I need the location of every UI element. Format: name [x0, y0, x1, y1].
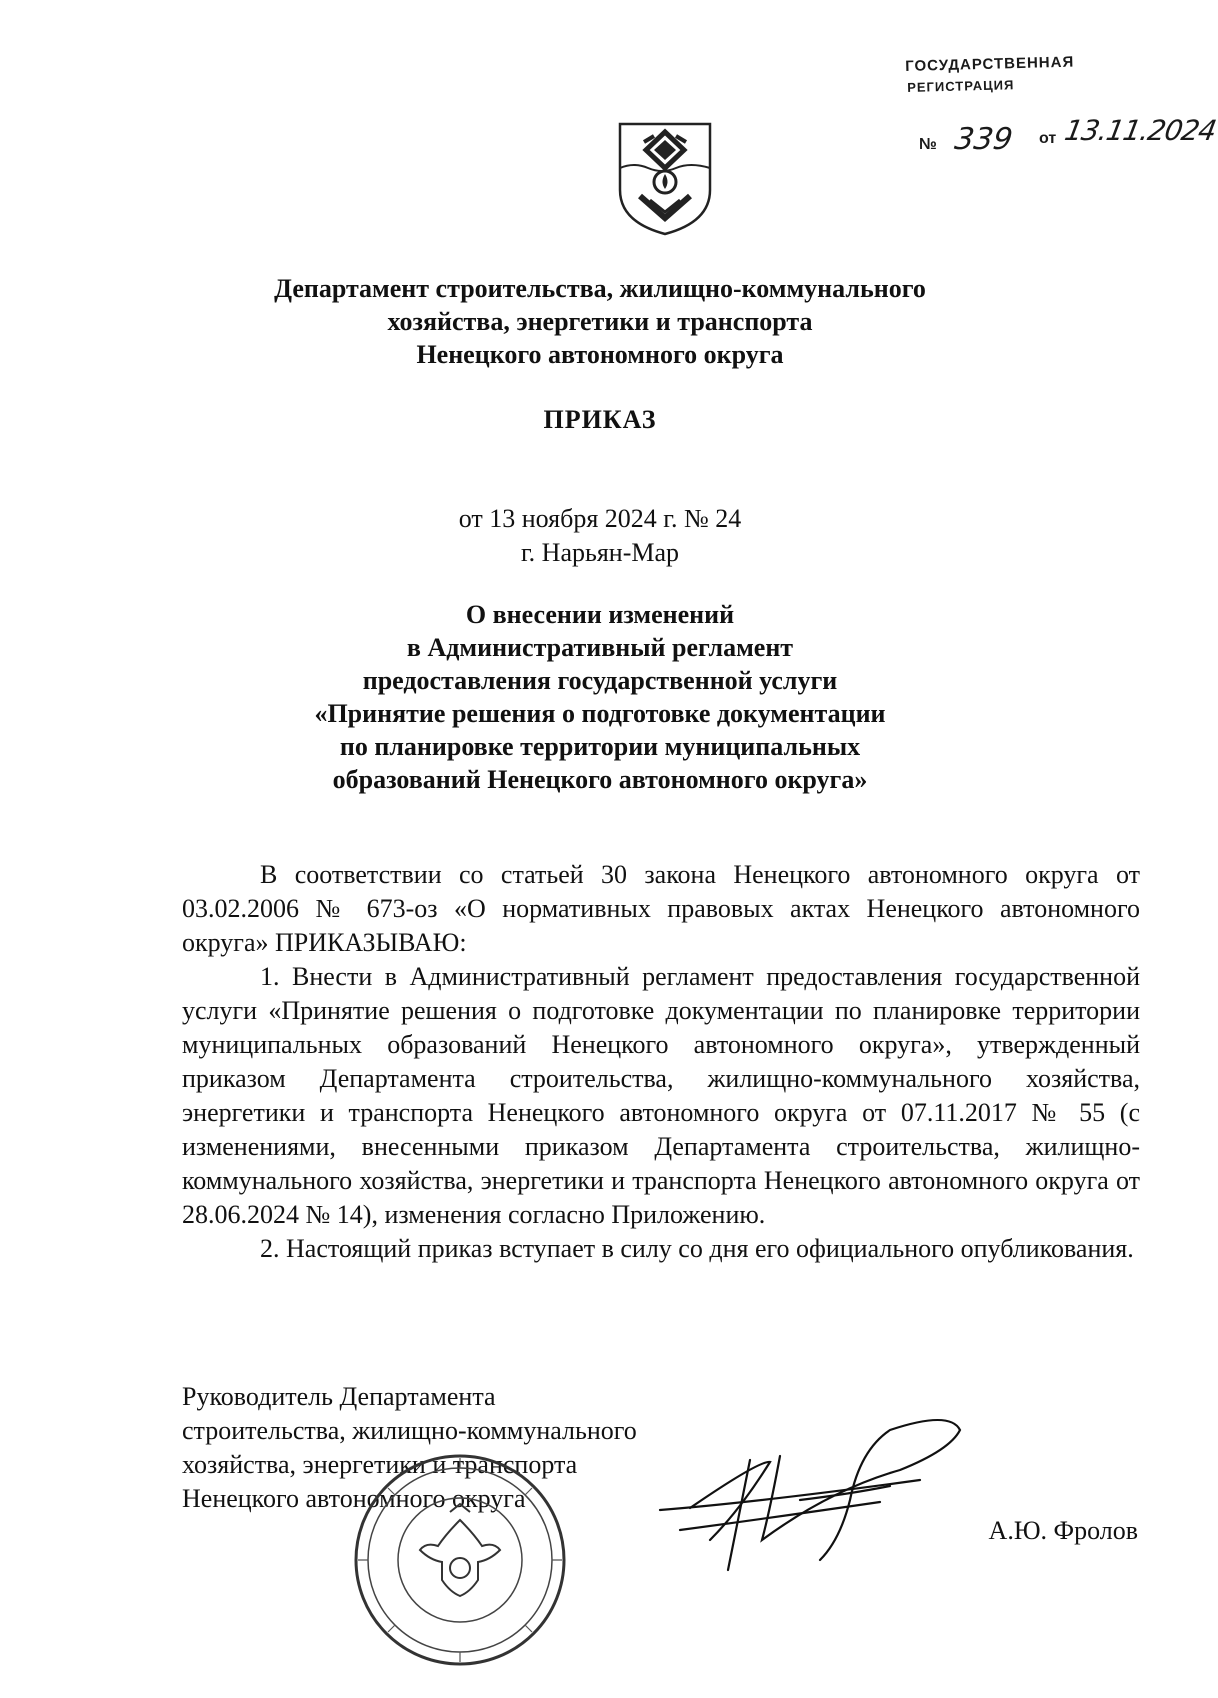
document-meta: [0, 502, 1200, 570]
document-place: г. Нарьян-Мар: [520, 538, 680, 567]
subject-line: по планировке территории муниципальных: [339, 732, 861, 761]
department-line: Ненецкого автономного округа: [416, 340, 784, 369]
subject-line: О внесении изменений: [465, 600, 735, 629]
department-line: Департамент строительства, жилищно-коммунального: [274, 274, 926, 303]
registration-stamp-subtitle: РЕГИСТРАЦИЯ: [907, 77, 1015, 95]
subject-line: предоставления государственной услуги: [362, 666, 838, 695]
subject-line: образований Ненецкого автономного округа»: [332, 765, 868, 794]
document-body: [182, 858, 1140, 1266]
signatory-position-line: Ненецкого автономного округа: [182, 1484, 526, 1513]
signatory-name: А.Ю. Фролов: [988, 1516, 1138, 1545]
body-paragraph: В соответствии со статьей 30 закона Ненецкого автономного округа от 03.02.2006 № 673-оз «О нормативных правовых актах Ненецкого автономного округа» ПРИКАЗЫВАЮ:: [182, 860, 1140, 957]
subject-line: в Административный регламент: [406, 633, 794, 662]
registration-date-label: от: [1039, 130, 1057, 147]
department-line: хозяйства, энергетики и транспорта: [387, 307, 813, 336]
registration-stamp-title: ГОСУДАРСТВЕННАЯ: [905, 53, 1075, 75]
department-title: [0, 272, 1200, 371]
registration-number: 339: [952, 122, 1015, 157]
document-type: ПРИКАЗ: [543, 405, 657, 434]
subject-line: «Принятие решения о подготовке документации: [314, 699, 886, 728]
handwritten-signature-icon: [650, 1390, 970, 1590]
registration-number-label: №: [919, 136, 937, 153]
coat-of-arms-icon: [614, 118, 716, 238]
registration-date: 13.11.2024: [1062, 114, 1218, 147]
document-subject: [0, 598, 1200, 796]
official-seal-icon: [350, 1450, 570, 1670]
signatory-position-line: Руководитель Департамента: [182, 1382, 496, 1411]
registration-stamp: [905, 53, 1218, 168]
signatory-position-line: строительства, жилищно-коммунального: [182, 1416, 637, 1445]
document-date-number: от 13 ноября 2024 г. № 24: [458, 504, 742, 533]
body-paragraph: 1. Внести в Административный регламент предоставления государственной услуги «Принятие решения о подготовке документации по планировке территории муниципальных образований Ненецкого автономного округа», утвержденный приказом Департамента строительства, жилищно-коммунального хозяйства, энергетики и транспорта Ненецкого автономного округа от 07.11.2017 № 55 (с изменениями, внесенными приказом Департамента строительства, жилищно-коммунального хозяйства, энергетики и транспорта Ненецкого автономного округа от 28.06.2024 № 14), изменения согласно Приложению.: [182, 962, 1140, 1229]
body-paragraph: 2. Настоящий приказ вступает в силу со дня его официального опубликования.: [260, 1234, 1134, 1263]
signatory-position-line: хозяйства, энергетики и транспорта: [182, 1450, 578, 1479]
